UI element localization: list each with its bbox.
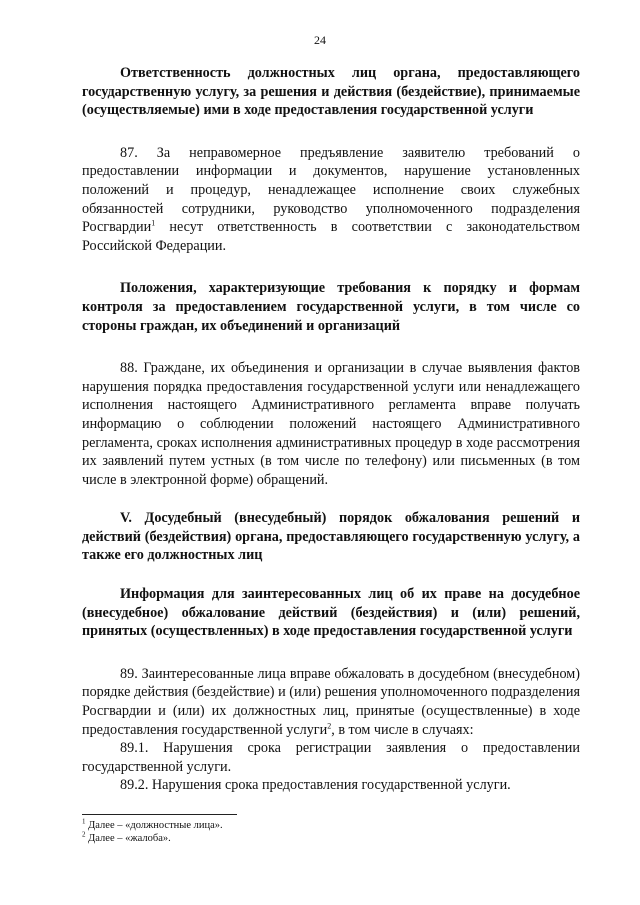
paragraph-89 [82,665,580,739]
paragraph-89-1: 89.1. Нарушения срока регистрации заявления о предоставлении государственной услуги. [82,740,580,775]
footnote-2-text: Далее – «жалоба». [85,832,171,844]
section-heading-responsibility: Ответственность должностных лиц органа, предоставляющего государственную услугу, за решения и действия (бездействие), принимаемые (осуществляемые) ими в ходе предоставления государственной услуги [82,65,580,119]
page-number: 24 [314,33,326,47]
paragraph-87-text-end: несут ответственность в соответствии с законодательством Российской Федерации. [82,219,580,254]
footnote-ref-1: 1 [151,218,156,228]
paragraph-87-text: 87. За неправомерное предъявление заявителю требований о предоставлении информации и документов, нарушение установленных положений и процедур, ненадлежащее исполнение своих служебных обязанностей сотрудники, руководство уполномоченного подразделения Росгвардии [82,144,580,236]
paragraph-89-2: 89.2. Нарушения срока предоставления государственной услуги. [120,777,511,794]
footnote-2 [82,830,580,846]
footnote-1-number: 1 [82,817,86,826]
paragraph-89-text: 89. Заинтересованные лица вправе обжаловать в досудебном (внесудебном) порядке действия (бездействие) и (или) решения уполномоченного подразделения Росгвардии и (или) их должностных лиц, принятые (осуществленные) в ходе предоставления государственной услуги [82,665,580,738]
footnotes [82,817,580,845]
section-heading-appeal: V. Досудебный (внесудебный) порядок обжалования решений и действий (бездействия) органа, предоставляющего государственную услугу, а также его должностных лиц [82,510,580,564]
footnote-1-text: Далее – «должностные лица». [85,820,223,831]
paragraph-87 [82,144,580,256]
footnote-divider [82,814,237,815]
paragraph-89-text-end: , в том числе в случаях: [331,721,474,738]
footnote-1 [82,817,580,833]
paragraph-88: 88. Граждане, их объединения и организации в случае выявления фактов нарушения порядка предоставления государственной услуги или ненадлежащего исполнения настоящего Административного регламента вправе получать информацию о соблюдении положений настоящего Административного регламента, сроках исполнения административных процедур в ходе рассмотрения их заявлений путем устных (в том числе по телефону) или письменных (в том числе в электронной форме) обращений. [82,360,580,488]
section-heading-control: Положения, характеризующие требования к порядку и формам контроля за предоставлением государственной услуги, в том числе со стороны граждан, их объединений и организаций [82,280,580,334]
page-content [82,64,580,795]
footnote-ref-2: 2 [327,720,332,730]
footnote-2-number: 2 [82,830,86,838]
section-heading-appeal-info: Информация для заинтересованных лиц об их праве на досудебное (внесудебное) обжалование действий (бездействия) и (или) решений, принятых (осуществленных) в ходе предоставления государственной услуги [82,586,580,640]
